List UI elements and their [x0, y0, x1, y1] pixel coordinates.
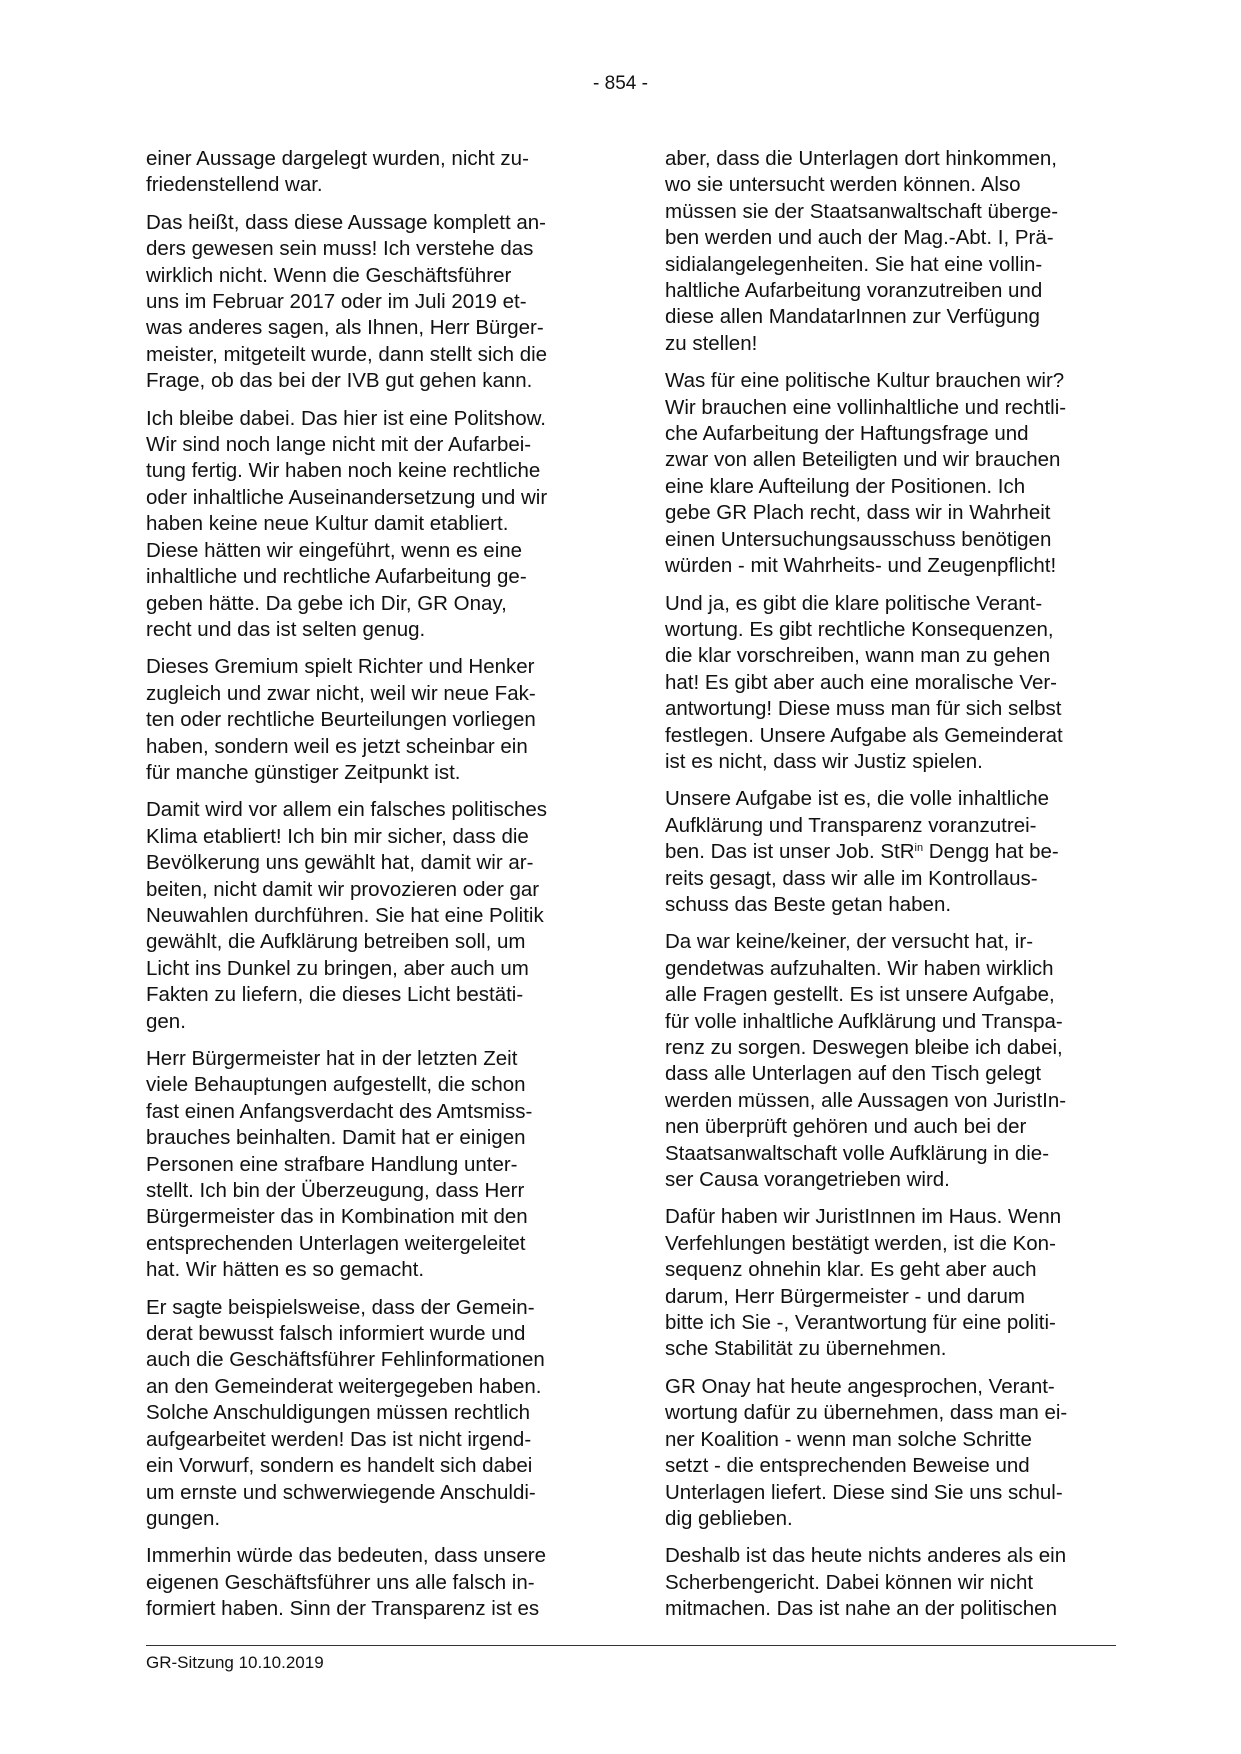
page-number: - 854 - [593, 73, 648, 94]
right-column [665, 146, 1117, 1634]
paragraph: Dieses Gremium spielt Richter und Henker zugleich und zwar nicht, weil wir neue Fak- ten oder rechtliche Beurteilungen vorliegen haben, sondern weil es jetzt scheinbar ein für manche günstiger Zeitpunkt ist. [146, 655, 536, 784]
paragraph: Herr Bürgermeister hat in der letzten Zeit viele Behauptungen aufgestellt, die schon fast einen Anfangsverdacht des Amtsmiss- brauches beinhalten. Damit hat er einigen Personen eine strafbare Handlung unter- stellt. Ich bin der Überzeugung, dass Herr Bürgermeister das in Kombination mit den entsprechenden Unterlagen weitergeleitet hat. Wir hätten es so gemacht. [146, 1047, 533, 1282]
footer-divider [146, 1645, 1116, 1646]
paragraph: Da war keine/keiner, der versucht hat, ir- gendetwas aufzuhalten. Wir haben wirklich alle Fragen gestellt. Es ist unsere Aufgabe, für volle inhaltliche Aufklärung und Transpa- renz zu sorgen. Deswegen bleibe ich dabei, dass alle Unterlagen auf den Tisch gelegt werden müssen, alle Aussagen von JuristIn- nen überprüft gehören und auch bei der Staatsanwaltschaft volle Aufklärung in die- ser Causa vorangetrieben wird. [665, 930, 1067, 1192]
paragraph: Was für eine politische Kultur brauchen wir? Wir brauchen eine vollinhaltliche und rechtli- che Aufarbeitung der Haftungsfrage und zwar von allen Beteiligten und wir brauchen eine klare Aufteilung der Positionen. Ich gebe GR Plach recht, dass wir in Wahrheit einen Untersuchungsausschuss benötigen würden - mit Wahrheits- und Zeugenpflicht! [665, 369, 1067, 578]
paragraph: Er sagte beispielsweise, dass der Gemein- derat bewusst falsch informiert wurde und auch die Geschäftsführer Fehlinformationen an den Gemeinderat weitergegeben haben. Solche Anschuldigungen müssen rechtlich aufgearbeitet werden! Das ist nicht irgend- ein Vorwurf, sondern es handelt sich dabei um ernste und schwerwiegende Anschuldi- gungen. [146, 1295, 545, 1530]
paragraph-text-after: Dengg hat be- reits gesagt, dass wir alle im Kontrollaus- schuss das Beste getan haben. [665, 840, 1059, 916]
paragraph: Ich bleibe dabei. Das hier ist eine Politshow. Wir sind noch lange nicht mit der Aufarbei- tung fertig. Wir haben noch keine rechtliche oder inhaltliche Auseinandersetzung und wir haben keine neue Kultur damit etabliert. Diese hätten wir eingeführt, wenn es eine inhaltliche und rechtliche Aufarbeitung ge- geben hätte. Da gebe ich Dir, GR Onay, recht und das ist selten genug. [146, 406, 548, 641]
paragraph: Das heißt, dass diese Aussage komplett an- ders gewesen sein muss! Ich verstehe das wirklich nicht. Wenn die Geschäftsführer uns im Februar 2017 oder im Juli 2019 et- was anderes sagen, als Ihnen, Herr Bürger- meister, mitgeteilt wurde, dann stellt sich die Frage, ob das bei der IVB gut gehen kann. [146, 210, 548, 393]
paragraph: Deshalb ist das heute nichts anderes als ein Scherbengericht. Dabei können wir nicht mitmachen. Das ist nahe an der politischen [665, 1544, 1067, 1621]
superscript-in: in [914, 842, 924, 855]
paragraph: GR Onay hat heute angesprochen, Verant- wortung dafür zu übernehmen, dass man ei- ner Koalition - wenn man solche Schritte setzt - die entsprechenden Beweise und Unterlagen liefert. Diese sind Sie uns schul- dig geblieben. [665, 1374, 1068, 1530]
paragraph: Damit wird vor allem ein falsches politisches Klima etabliert! Ich bin mir sicher, dass die Bevölkerung uns gewählt hat, damit wir ar- beiten, nicht damit wir provozieren oder gar Neuwahlen durchführen. Sie hat eine Politik gewählt, die Aufklärung betreiben soll, um Licht ins Dunkel zu bringen, aber auch um Fakten zu liefern, die dieses Licht bestäti- gen. [146, 798, 548, 1033]
paragraph: Immerhin würde das bedeuten, dass unsere eigenen Geschäftsführer uns alle falsch in- formiert haben. Sinn der Transparenz ist es [146, 1544, 546, 1621]
left-column [146, 146, 598, 1634]
paragraph: Und ja, es gibt die klare politische Verant- wortung. Es gibt rechtliche Konsequenzen, die klar vorschreiben, wann man zu gehen hat! Es gibt aber auch eine moralische Ver- antwortung! Diese muss man für sich selbst festlegen. Unsere Aufgabe als Gemeinderat ist es nicht, dass wir Justiz spielen. [665, 591, 1063, 773]
paragraph-text-before: Unsere Aufgabe ist es, die volle inhaltliche Aufklärung und Transparenz voranzutrei- ben. Das ist unser Job. StR [665, 787, 1050, 864]
paragraph: einer Aussage dargelegt wurden, nicht zu- friedenstellend war. [146, 147, 529, 197]
paragraph: aber, dass die Unterlagen dort hinkommen, wo sie untersucht werden können. Also müssen sie der Staatsanwaltschaft überge- ben werden und auch der Mag.-Abt. I, Prä- sidialangelegenheiten. Sie hat eine vollin- haltliche Aufarbeitung voranzutreiben und diese allen MandatarInnen zur Verfügung zu stellen! [665, 147, 1059, 355]
paragraph: Dafür haben wir JuristInnen im Haus. Wenn Verfehlungen bestätigt werden, ist die Kon- sequenz ohnehin klar. Es geht aber auch darum, Herr Bürgermeister - und darum bitte ich Sie -, Verantwortung für eine politi- sche Stabilität zu übernehmen. [665, 1205, 1062, 1361]
paragraph-with-superscript [665, 786, 1117, 918]
footer-session-date: GR-Sitzung 10.10.2019 [146, 1653, 324, 1672]
